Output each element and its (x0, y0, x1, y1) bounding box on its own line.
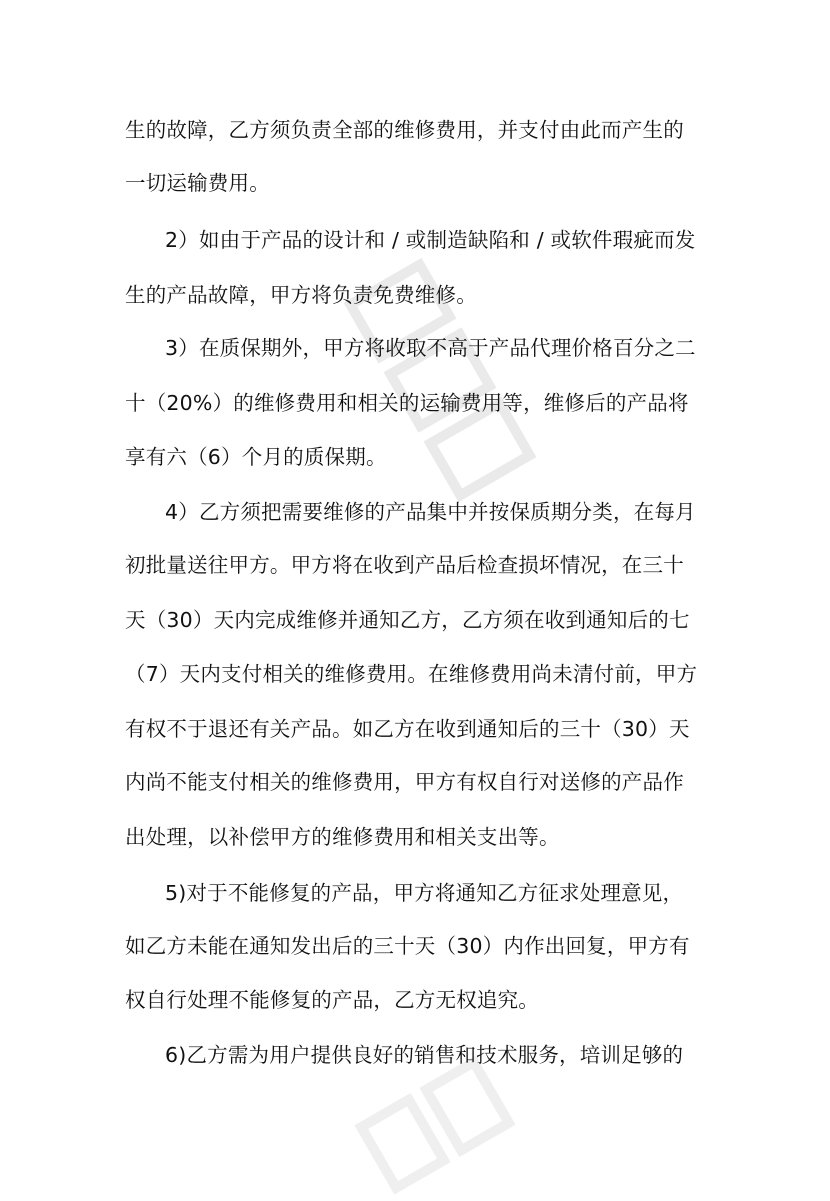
paragraph-line: 一切运输费用。 (125, 171, 270, 195)
paragraph-line: 如乙方未能在通知发出后的三十天（30）内作出回复，甲方有 (125, 934, 690, 958)
paragraph-line: 3）在质保期外，甲方将收取不高于产品代理价格百分之二 (165, 336, 696, 360)
paragraph-line: 生的产品故障，甲方将负责免费维修。 (125, 283, 477, 307)
paragraph-line: 5)对于不能修复的产品，甲方将通知乙方征求处理意见， (165, 881, 684, 905)
paragraph-line: 4）乙方须把需要维修的产品集中并按保质期分类，在每月 (165, 500, 696, 524)
paragraph-line: 初批量送往甲方。甲方将在收到产品后检查损坏情况，在三十 (125, 553, 684, 577)
paragraph-line: 2）如由于产品的设计和 / 或制造缺陷和 / 或软件瑕疵而发 (165, 228, 696, 252)
paragraph-line: 生的故障，乙方须负责全部的维修费用，并支付由此而产生的 (125, 118, 684, 142)
paragraph-line: 权自行处理不能修复的产品，乙方无权追究。 (125, 988, 539, 1012)
watermark-icon (348, 1049, 523, 1201)
paragraph-line: （7）天内支付相关的维修费用。在维修费用尚未清付前，甲方 (125, 662, 698, 686)
paragraph-line: 内尚不能支付相关的维修费用，甲方有权自行对送修的产品作 (125, 770, 684, 794)
paragraph-line: 6)乙方需为用户提供良好的销售和技术服务，培训足够的 (165, 1043, 684, 1067)
paragraph-line: 天（30）天内完成维修并通知乙方，乙方须在收到通知后的七 (125, 608, 690, 632)
paragraph-line: 十（20%）的维修费用和相关的运输费用等，维修后的产品将 (125, 391, 689, 415)
paragraph-line: 有权不于退还有关产品。如乙方在收到通知后的三十（30）天 (125, 717, 690, 741)
paragraph-line: 出处理，以补偿甲方的维修费用和相关支出等。 (125, 825, 560, 849)
paragraph-line: 享有六（6）个月的质保期。 (125, 445, 387, 469)
